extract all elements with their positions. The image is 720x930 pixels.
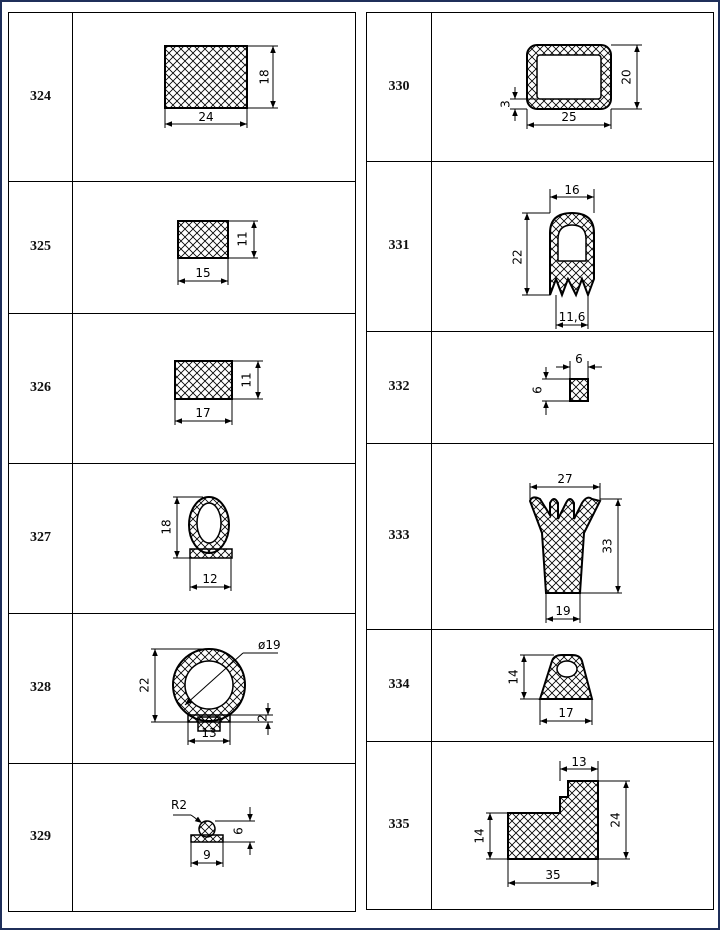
profile-drawing: [73, 181, 355, 313]
profile-drawing: [432, 161, 713, 331]
dim-height: 11: [235, 231, 250, 247]
dim-height: 18: [257, 69, 272, 85]
dim-width: 9: [203, 848, 211, 862]
item-number: 325: [9, 181, 73, 313]
profile-drawing: [432, 13, 713, 161]
profile-shape: [530, 497, 600, 593]
dim-width-top: 27: [557, 472, 573, 486]
dim-width: 13: [201, 726, 217, 740]
table-row: [9, 13, 355, 182]
dim-height: 33: [600, 538, 615, 554]
table-row: [367, 331, 713, 444]
profile-drawing: [73, 763, 355, 911]
table-row: [367, 13, 713, 162]
dim-height: 24: [608, 812, 623, 828]
item-number: 327: [9, 463, 73, 613]
dim-width: 17: [558, 706, 574, 720]
profile-drawing: [432, 331, 713, 443]
dim-width-bottom: 35: [545, 868, 561, 882]
item-number: 331: [367, 161, 432, 331]
profile-drawing: [432, 629, 713, 741]
item-number: 324: [9, 13, 73, 181]
item-number: 329: [9, 763, 73, 911]
dim-width-bottom: 11,6: [558, 310, 586, 324]
table-row: [9, 181, 355, 314]
dim-height: 14: [506, 669, 521, 685]
profile-drawing: [432, 443, 713, 629]
dim-width-top: 13: [571, 755, 587, 769]
table-row: [9, 313, 355, 464]
profile-drawing: [73, 313, 355, 463]
item-number: 330: [367, 13, 432, 161]
profile-drawing: [73, 13, 355, 181]
dim-height: 22: [137, 677, 152, 693]
dim-width-bottom: 19: [555, 604, 571, 618]
item-number: 335: [367, 741, 432, 909]
dim-height: 18: [159, 519, 174, 535]
dim-height: 22: [510, 249, 525, 265]
profile-shape: [178, 221, 228, 258]
table-row: [367, 443, 713, 630]
profile-drawing: [432, 741, 713, 909]
dim-width: 24: [198, 110, 214, 124]
dim-flange: 2: [255, 714, 270, 722]
item-number: 326: [9, 313, 73, 463]
profile-shape: [508, 781, 598, 859]
table-row: [367, 741, 713, 909]
table-row: [9, 763, 355, 911]
dim-wall: 3: [498, 100, 513, 108]
item-number: 334: [367, 629, 432, 741]
dim-diameter: ø19: [258, 638, 281, 652]
dim-height: 6: [231, 827, 246, 835]
dim-width: 17: [195, 406, 211, 420]
dim-radius: R2: [171, 798, 187, 812]
dim-width-top: 16: [564, 183, 580, 197]
dim-width: 15: [195, 266, 211, 280]
profile-shape: [175, 361, 232, 399]
item-number: 332: [367, 331, 432, 443]
dim-height: 11: [239, 372, 254, 388]
dim-width: 25: [561, 110, 577, 124]
profile-shape: [165, 46, 247, 108]
profile-drawing: [73, 613, 355, 763]
dim-height: 20: [619, 69, 634, 85]
item-number: 328: [9, 613, 73, 763]
dim-flange-height: 14: [472, 828, 487, 844]
left-table: [8, 12, 356, 912]
item-number: 333: [367, 443, 432, 629]
profile-shape: [570, 379, 588, 401]
table-row: [367, 161, 713, 332]
dim-width: 12: [202, 572, 218, 586]
dim-width: 6: [575, 352, 583, 366]
right-table: [366, 12, 714, 910]
profile-drawing: [73, 463, 355, 613]
table-row: [9, 613, 355, 764]
table-row: [9, 463, 355, 614]
dim-height: 6: [530, 386, 545, 394]
table-row: [367, 629, 713, 742]
